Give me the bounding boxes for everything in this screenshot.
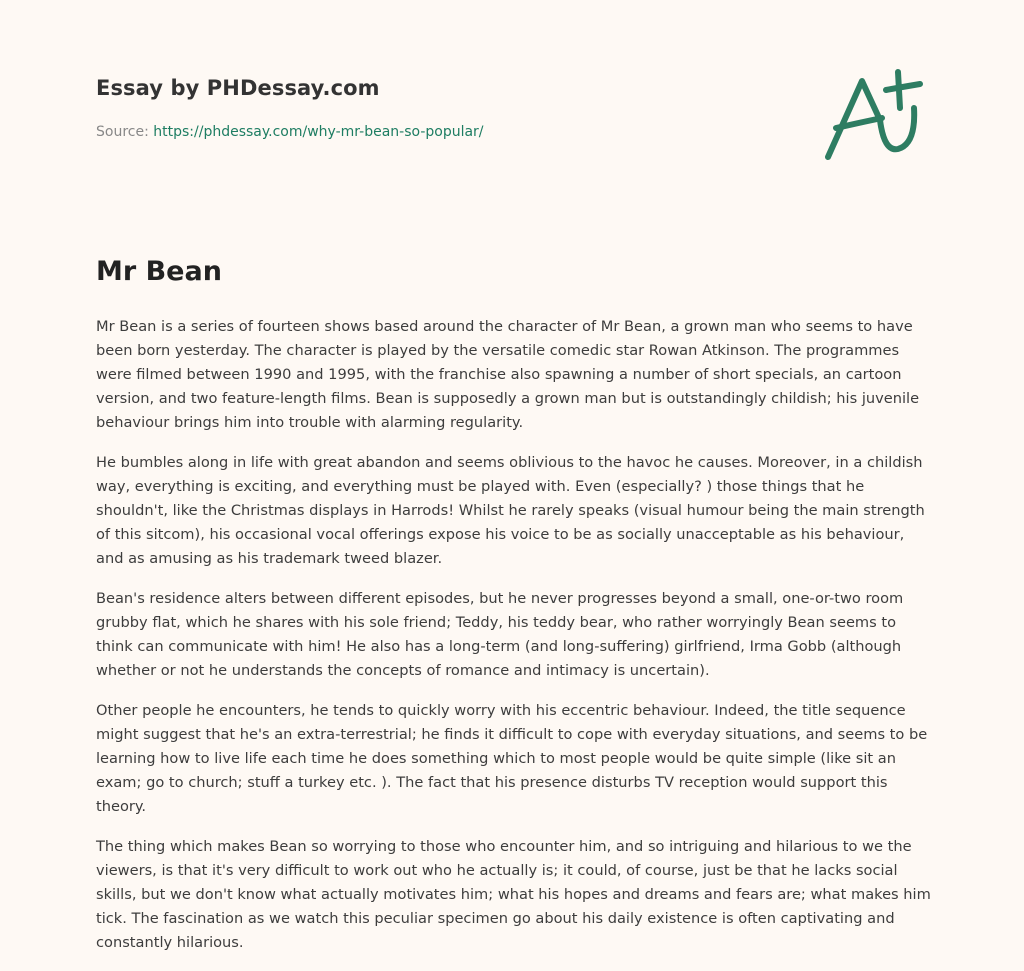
source-link[interactable]: https://phdessay.com/why-mr-bean-so-popular/ <box>153 124 484 140</box>
site-title: Essay by PHDessay.com <box>96 76 380 100</box>
paragraph: He bumbles along in life with great abandon and seems oblivious to the havoc he causes. Moreover, in a childish way, everything is exciting, and everything must be played with. Even (especially? ) those things that he shouldn't, like the Christmas displays in Harrods! Whilst he rarely speaks (visual humour being the main strength of this sitcom), his occasional vocal offerings expose his voice to be as socially unacceptable as his behaviour, and as amusing as his trademark tweed blazer. <box>96 454 925 567</box>
paragraph: The thing which makes Bean so worrying to those who encounter him, and so intriguing and hilarious to we the viewers, is that it's very difficult to work out who he actually is; it could, of course, just be that he lacks social skills, but we don't know what actually motivates him; what his hopes and dreams and fears are; what makes him tick. The fascination as we watch this peculiar specimen go about his daily existence is often captivating and constantly hilarious. <box>96 838 931 951</box>
a-plus-logo-icon <box>800 50 950 180</box>
source-line <box>96 124 484 140</box>
paragraph: Bean's residence alters between different episodes, but he never progresses beyond a small, one-or-two room grubby flat, which he shares with his sole friend; Teddy, his teddy bear, who rather worryingly Bean seems to think can communicate with him! He also has a long-term (and long-suffering) girlfriend, Irma Gobb (although whether or not he understands the concepts of romance and intimacy is uncertain). <box>96 590 904 679</box>
source-label: Source: <box>96 124 149 140</box>
paragraph: Mr Bean is a series of fourteen shows based around the character of Mr Bean, a grown man who seems to have been born yesterday. The character is played by the versatile comedic star Rowan Atkinson. The programmes were filmed between 1990 and 1995, with the franchise also spawning a number of short specials, an cartoon version, and two feature-length films. Bean is supposedly a grown man but is outstandingly childish; his juvenile behaviour brings him into trouble with alarming regularity. <box>96 318 920 431</box>
article-title: Mr Bean <box>96 256 222 287</box>
article-body <box>96 315 936 971</box>
paragraph: Other people he encounters, he tends to quickly worry with his eccentric behaviour. Indeed, the title sequence might suggest that he's an extra-terrestrial; he finds it difficult to cope with everyday situations, and seems to be learning how to live life each time he does something which to most people would be quite simple (like sit an exam; go to church; stuff a turkey etc. ). The fact that his presence disturbs TV reception would support this theory. <box>96 702 928 815</box>
